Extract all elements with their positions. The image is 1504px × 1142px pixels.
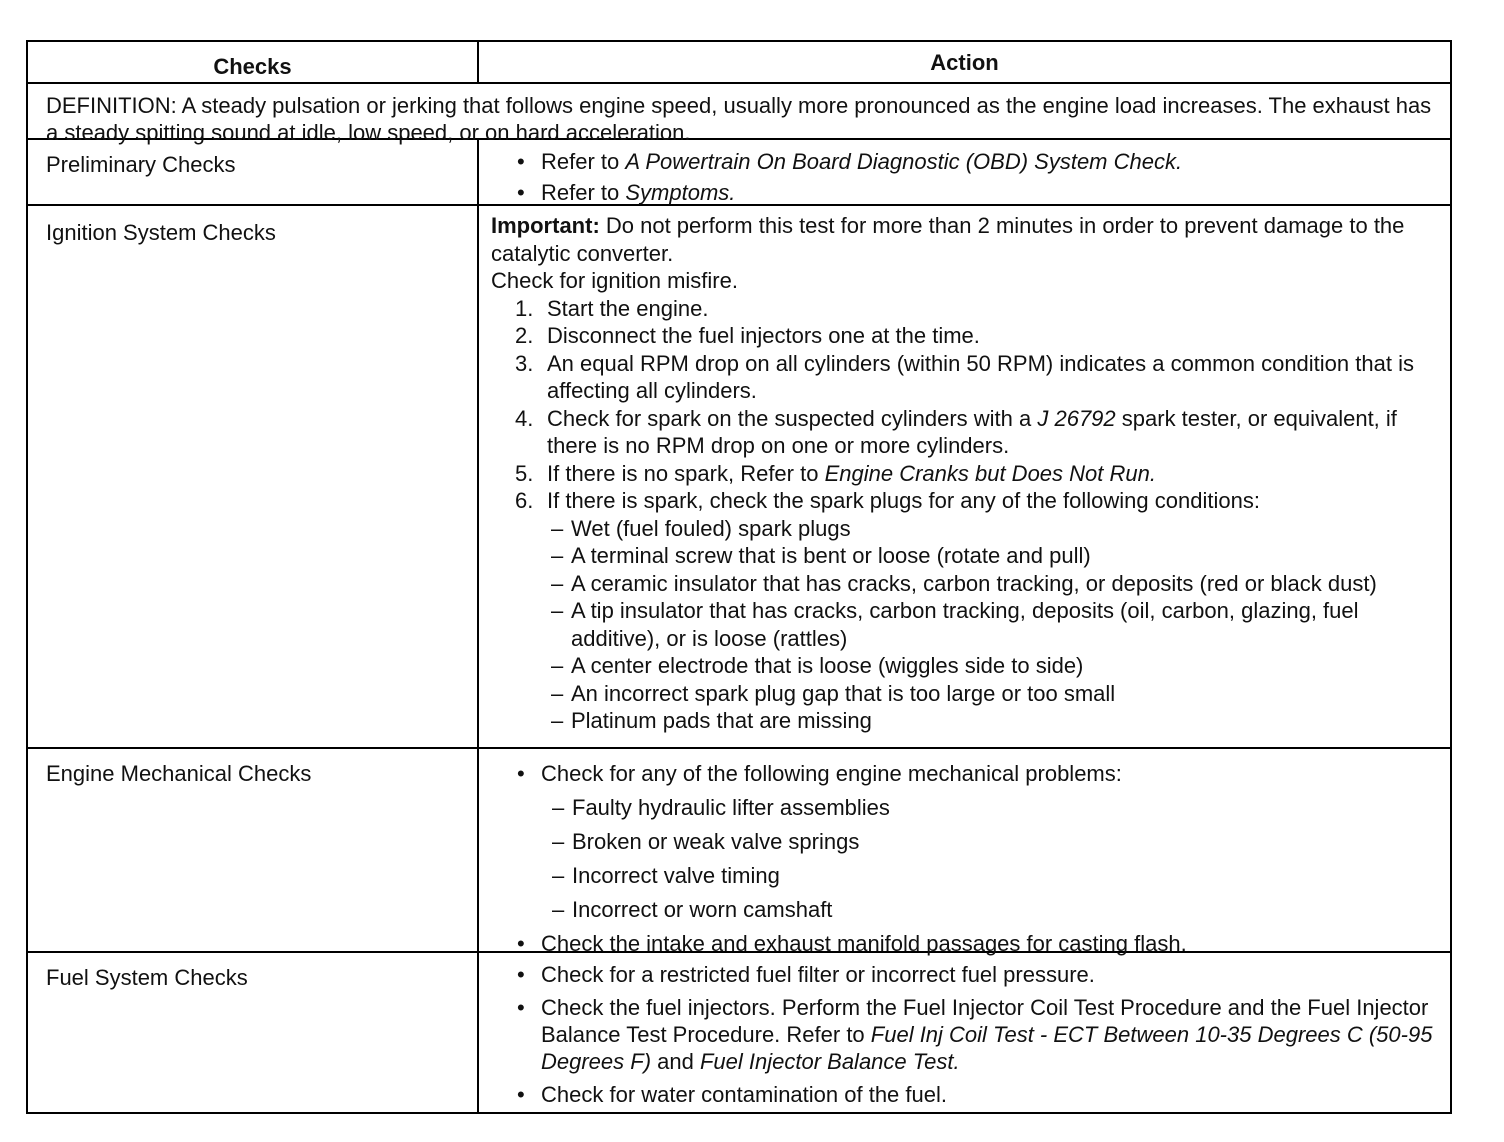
list-item [479, 961, 1438, 988]
item-text: Check the intake and exhaust manifold passages for casting flash. [541, 931, 1187, 956]
dash-icon: – [552, 795, 565, 820]
item-text: A terminal screw that is bent or loose (rotate and pull) [571, 543, 1091, 568]
dash-icon: – [551, 598, 564, 623]
item-text: Wet (fuel fouled) spark plugs [571, 515, 851, 541]
ignition-intro: Check for ignition misfire. [491, 268, 738, 293]
table-row-mechanical [28, 749, 1450, 956]
item-text: Platinum pads that are missing [571, 708, 872, 733]
item-text: Check for a restricted fuel filter or incorrect fuel pressure. [541, 962, 1095, 987]
list-item [479, 179, 1450, 206]
tool-reference: J 26792 [1037, 405, 1116, 431]
important-label: Important: [491, 213, 600, 238]
list-item [479, 994, 1438, 1075]
reference-link[interactable]: Engine Cranks but Does Not Run. [824, 460, 1156, 486]
dash-icon: – [551, 543, 564, 568]
mechanical-actions [479, 749, 1450, 956]
item-text: If there is spark, check the spark plugs for any of the following conditions: [547, 488, 1260, 513]
item-text: An incorrect spark plug gap that is too large or too small [571, 680, 1116, 706]
item-text: Check the fuel injectors. Perform the Fuel Injector Coil Test Procedure and the Fuel Injector Balance Test Procedure. Refer to [541, 995, 1429, 1047]
preliminary-label: Preliminary Checks [28, 140, 479, 204]
dash-icon: – [551, 653, 564, 678]
list-item [479, 825, 1450, 859]
list-item [479, 148, 1450, 175]
item-text: Incorrect valve timing [572, 863, 780, 888]
item-text: An equal RPM drop on all cylinders (within 50 RPM) indicates a common condition that is affecting all cylinders. [547, 350, 1414, 403]
definition-text: DEFINITION: A steady pulsation or jerking that follows engine speed, usually more pronounced as the engine load increases. The exhaust has a steady spitting sound at idle, low speed, or on hard acceleration. [46, 93, 1432, 145]
list-item [491, 597, 1436, 652]
item-text: and [651, 1049, 700, 1074]
fuel-label: Fuel System Checks [28, 953, 479, 1112]
list-item: 4. Check for spark on the suspected cylinders with a J 26792 spark tester, or equivalent, if there is no RPM drop on one or more cylinders. [515, 405, 1397, 458]
list-item [479, 791, 1450, 825]
list-item [491, 515, 1436, 543]
item-text: Start the engine. [547, 295, 709, 321]
important-note [491, 212, 1436, 267]
bullet-icon: • [517, 931, 525, 956]
dash-icon: – [551, 570, 564, 596]
bullet-icon: • [517, 761, 525, 786]
fuel-actions [479, 953, 1450, 1112]
dash-icon: – [551, 515, 564, 541]
bullet-icon: • [517, 1082, 525, 1107]
dash-icon: – [552, 897, 565, 922]
item-text: A center electrode that is loose (wiggles side to side) [571, 653, 1084, 678]
list-item [491, 542, 1436, 570]
dash-icon: – [551, 708, 564, 733]
dash-icon: – [552, 829, 565, 854]
reference-link[interactable]: Symptoms. [625, 180, 736, 205]
list-item [479, 1081, 1438, 1108]
preliminary-actions [479, 140, 1450, 204]
header-row [28, 42, 1450, 84]
list-item [491, 707, 1436, 735]
item-text: A tip insulator that has cracks, carbon tracking, deposits (oil, carbon, glazing, fuel additive), or is loose (rattles) [571, 598, 1359, 651]
action-header: Action [930, 50, 999, 75]
bullet-icon: • [517, 995, 525, 1020]
item-text: A ceramic insulator that has cracks, carbon tracking, or deposits (red or black dust) [571, 570, 1377, 596]
list-item [479, 859, 1450, 893]
bullet-icon: • [517, 149, 525, 174]
bullet-icon: • [517, 180, 525, 205]
item-text: If there is no spark, Refer to [547, 460, 825, 486]
list-item [491, 570, 1436, 598]
item-text: spark tester, or equivalent, if there is no RPM drop on one or more cylinders. [547, 405, 1397, 458]
list-item [479, 757, 1450, 791]
table-row-ignition [28, 206, 1450, 749]
ignition-label: Ignition System Checks [28, 206, 479, 747]
list-item: 3. An equal RPM drop on all cylinders (within 50 RPM) indicates a common condition that is affecting all cylinders. [515, 350, 1414, 403]
item-text: Check for any of the following engine mechanical problems: [541, 761, 1122, 786]
dash-icon: – [551, 680, 564, 706]
item-text: Refer to [541, 149, 626, 174]
diagnostic-table [26, 40, 1452, 1114]
mechanical-label: Engine Mechanical Checks [28, 749, 479, 951]
item-text: Faulty hydraulic lifter assemblies [572, 795, 890, 820]
item-text: Check for water contamination of the fuel. [541, 1082, 947, 1107]
list-item [491, 680, 1436, 708]
item-text: Refer to [541, 180, 626, 205]
list-item: 6. If there is spark, check the spark plugs for any of the following conditions: [515, 488, 1260, 513]
reference-link[interactable]: A Powertrain On Board Diagnostic (OBD) System Check. [625, 149, 1183, 174]
definition-row [28, 84, 1450, 145]
list-item: 5. If there is no spark, Refer to Engine Cranks but Does Not Run. [515, 460, 1156, 486]
list-item: 2. Disconnect the fuel injectors one at the time. [515, 323, 980, 348]
ignition-actions [479, 206, 1450, 747]
important-text: Do not perform this test for more than 2 minutes in order to prevent damage to the catalytic converter. [491, 213, 1405, 266]
reference-link[interactable]: Fuel Injector Balance Test. [699, 1049, 960, 1074]
item-text: Incorrect or worn camshaft [572, 897, 833, 922]
item-text: Broken or weak valve springs [572, 829, 860, 854]
item-text: Check for spark on the suspected cylinders with a [547, 405, 1038, 431]
table-row-preliminary [28, 140, 1450, 206]
dash-icon: – [552, 863, 565, 888]
reference-link[interactable]: Fuel Inj Coil Test - ECT Between 10-35 Degrees C (50-95 Degrees F) [541, 1022, 1433, 1074]
checks-header: Checks [28, 42, 479, 82]
table-row-fuel [28, 953, 1450, 1112]
list-item [491, 652, 1436, 680]
item-text: Disconnect the fuel injectors one at the time. [547, 323, 980, 348]
list-item [479, 893, 1450, 927]
list-item: 1. Start the engine. [515, 295, 709, 321]
bullet-icon: • [517, 962, 525, 987]
